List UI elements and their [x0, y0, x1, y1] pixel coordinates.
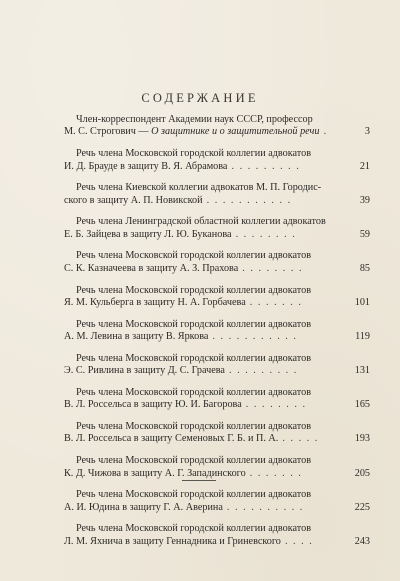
entry-line-2: [64, 468, 342, 480]
entry-page-number: 21: [359, 160, 370, 172]
entry-line-2-text: ского в защиту А. П. Новикской: [64, 194, 203, 206]
entry-line-2: [64, 195, 342, 207]
toc-entry-1: [64, 114, 370, 139]
entry-line-2-text: В. Л. Россельса в защиту Ю. И. Багорова: [64, 399, 242, 411]
entry-line-2: [64, 126, 342, 138]
entry-page-number: 59: [359, 228, 370, 240]
entry-line-2-text: И. Д. Брауде в защиту В. Я. Абрамова: [64, 160, 228, 172]
dot-leader: . . . . . . .: [245, 296, 303, 308]
entry-line-2: [64, 536, 342, 548]
entry-line-1: Речь члена Московской городской коллегии адвокатов: [76, 386, 312, 398]
dot-leader: . . . . . . . .: [238, 262, 303, 274]
dot-leader: . . . . . . . . .: [227, 160, 301, 172]
dot-leader: . . . . . . . .: [241, 399, 307, 411]
entry-line-1: Речь члена Московской городской коллегии адвокатов: [76, 318, 312, 330]
toc-entry-10: [64, 421, 370, 446]
dot-leader: . . . . . . .: [245, 467, 303, 479]
toc-entry-3: [64, 182, 370, 207]
entry-line-1: Речь члена Московской городской коллегии адвокатов: [76, 352, 312, 364]
entry-page-number: 101: [354, 296, 370, 308]
entry-line-1: Речь члена Московской городской коллегии адвокатов: [76, 284, 312, 296]
entry-line-2-text: Э. С. Ривлина в защиту Д. С. Грачева: [64, 365, 225, 377]
toc-entry-2: [64, 148, 370, 173]
entry-page-number: 205: [354, 467, 370, 479]
entry-line-1: Речь члена Московской городской коллегии адвокатов: [76, 489, 312, 501]
toc-entry-8: [64, 353, 370, 378]
entry-page-number: 85: [359, 262, 370, 274]
entry-page-number: 193: [354, 433, 370, 445]
toc-entry-12: [64, 489, 370, 514]
entry-line-2: [64, 229, 342, 241]
entry-line-2-text: Я. М. Кульберга в защиту Н. А. Горбачева: [64, 296, 246, 308]
entry-title-italic: О защитнике и о защитительной речи: [151, 126, 320, 138]
entry-line-2-text: А. И. Юдина в защиту Г. А. Аверина: [64, 501, 223, 513]
table-of-contents: [64, 114, 370, 557]
entry-line-1: Речь члена Московской городской коллегии адвокатов: [76, 250, 312, 262]
toc-entry-9: [64, 387, 370, 412]
dot-leader: . . . . . . . . .: [224, 365, 298, 377]
entry-line-1: Речь члена Киевской коллегии адвокатов М. П. Городис-: [76, 182, 322, 194]
entry-line-1: Речь члена Московской городской коллегии адвокатов: [76, 455, 312, 467]
entry-page-number: 165: [354, 399, 370, 411]
entry-line-2-text: Л. М. Яхнича в защиту Геннадника и Гриневского: [64, 535, 281, 547]
toc-entry-11: [64, 455, 370, 480]
entry-line-2: [64, 502, 342, 514]
toc-entry-13: [64, 523, 370, 548]
toc-entry-5: [64, 250, 370, 275]
dot-leader: .: [319, 126, 328, 138]
entry-line-1: Речь члена Московской городской коллегии адвокатов: [76, 523, 312, 535]
entry-line-1: Речь члена Московской городской коллегии адвокатов: [76, 420, 312, 432]
entry-page-number: 39: [359, 194, 370, 206]
entry-page-number: 243: [354, 535, 370, 547]
entry-line-2-text: Е. Б. Зайцева в защиту Л. Ю. Буканова: [64, 228, 232, 240]
closing-rule: [182, 480, 216, 481]
entry-line-1: Член-корреспондент Академии наук СССР, профессор: [76, 114, 313, 125]
entry-line-1: Речь члена Московской городской коллегии адвокатов: [76, 148, 312, 160]
entry-line-2: [64, 331, 342, 343]
dot-leader: . . . . . . . . . . .: [208, 331, 298, 343]
entry-page-number: 225: [354, 501, 370, 513]
dot-leader: . . . . . . . . . .: [222, 501, 304, 513]
toc-entry-7: [64, 319, 370, 344]
entry-line-2: [64, 433, 342, 445]
entry-line-2: [64, 263, 342, 275]
dot-leader: . . . .: [280, 535, 314, 547]
entry-line-2: [64, 161, 342, 173]
entry-author-text: М. С. Строгович —: [64, 126, 152, 138]
entry-line-1: Речь члена Ленинградской областной коллегии адвокатов: [76, 216, 326, 228]
entry-page-number: 3: [364, 126, 370, 138]
entry-line-2-text: К. Д. Чижова в защиту А. Г. Западинского: [64, 467, 246, 479]
contents-heading: СОДЕРЖАНИЕ: [141, 91, 259, 105]
entry-page-number: 119: [355, 331, 370, 343]
entry-line-2: [64, 399, 342, 411]
dot-leader: . . . . . . . . . . .: [202, 194, 292, 206]
dot-leader: . . . . .: [278, 433, 319, 445]
entry-line-2-text: В. Л. Россельса в защиту Семеновых Г. Б. и П. А.: [64, 433, 279, 445]
entry-line-2-text: А. М. Левина в защиту В. Яркова: [64, 331, 209, 343]
entry-line-2: [64, 297, 342, 309]
toc-entry-6: [64, 285, 370, 310]
entry-line-2: [64, 365, 342, 377]
entry-line-2-text: С. К. Казначеева в защиту А. З. Прахова: [64, 262, 239, 274]
dot-leader: . . . . . . . .: [231, 228, 297, 240]
entry-page-number: 131: [354, 365, 370, 377]
toc-entry-4: [64, 216, 370, 241]
